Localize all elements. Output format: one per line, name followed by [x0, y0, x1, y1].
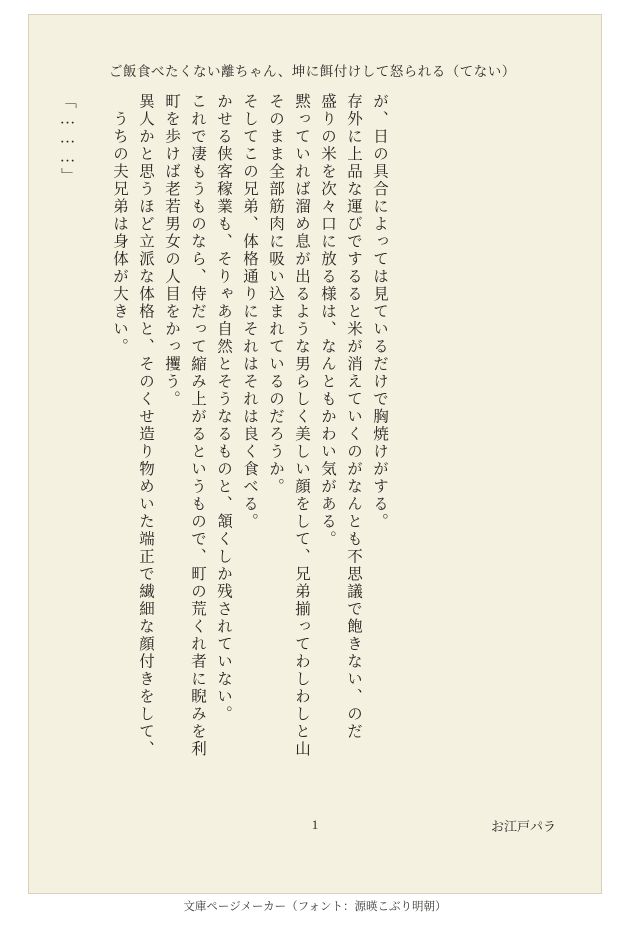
page-title: ご飯食べたくない離ちゃん、坤に餌付けして怒られる（てない） [109, 64, 516, 79]
text-column: これで凄もうものなら、侍だって縮み上がるというもので、町の荒くれ者に睨みを利 [189, 93, 206, 758]
text-column: 黙っていれば溜め息が出るような男らしく美しい顔をして、兄弟揃ってわしわしと山 [293, 93, 310, 758]
text-column: そのまま全部筋肉に吸い込まれているのだろうか。 [267, 93, 284, 496]
text-column: 盛りの米を次々口に放る様は、なんともかわい気がある。 [319, 93, 336, 548]
footer-credit: 文庫ページメーカー（フォント：源暎こぶり明朝） [183, 901, 447, 913]
novel-page-sheet [28, 14, 602, 894]
text-column: そしてこの兄弟、体格通りにそれはそれは良く食べる。 [241, 93, 258, 531]
text-column: 存外に上品な運びでするると米が消えていくのがなんとも不思議で飽きない、のだ [345, 93, 362, 741]
vertical-text-body [49, 93, 529, 833]
text-column: 異人かと思うほど立派な体格と、そのくせ造り物めいた端正で繊細な顔付きをして、 [137, 93, 154, 758]
page-number: 1 [311, 817, 319, 832]
text-column [75, 93, 101, 833]
text-column: が、日の具合によっては見ているだけで胸焼けがする。 [371, 93, 388, 531]
text-column: かせる侠客稼業も、そりゃあ自然とそうなるものと、頷くしか残されていない。 [215, 93, 232, 723]
text-column: 「………」 [59, 93, 76, 185]
text-column: 町を歩けば老若男女の人目をかっ攫う。 [163, 93, 180, 408]
text-column: うちの夫兄弟は身体が大きい。 [111, 93, 128, 356]
series-label: お江戸パラ [490, 819, 556, 834]
